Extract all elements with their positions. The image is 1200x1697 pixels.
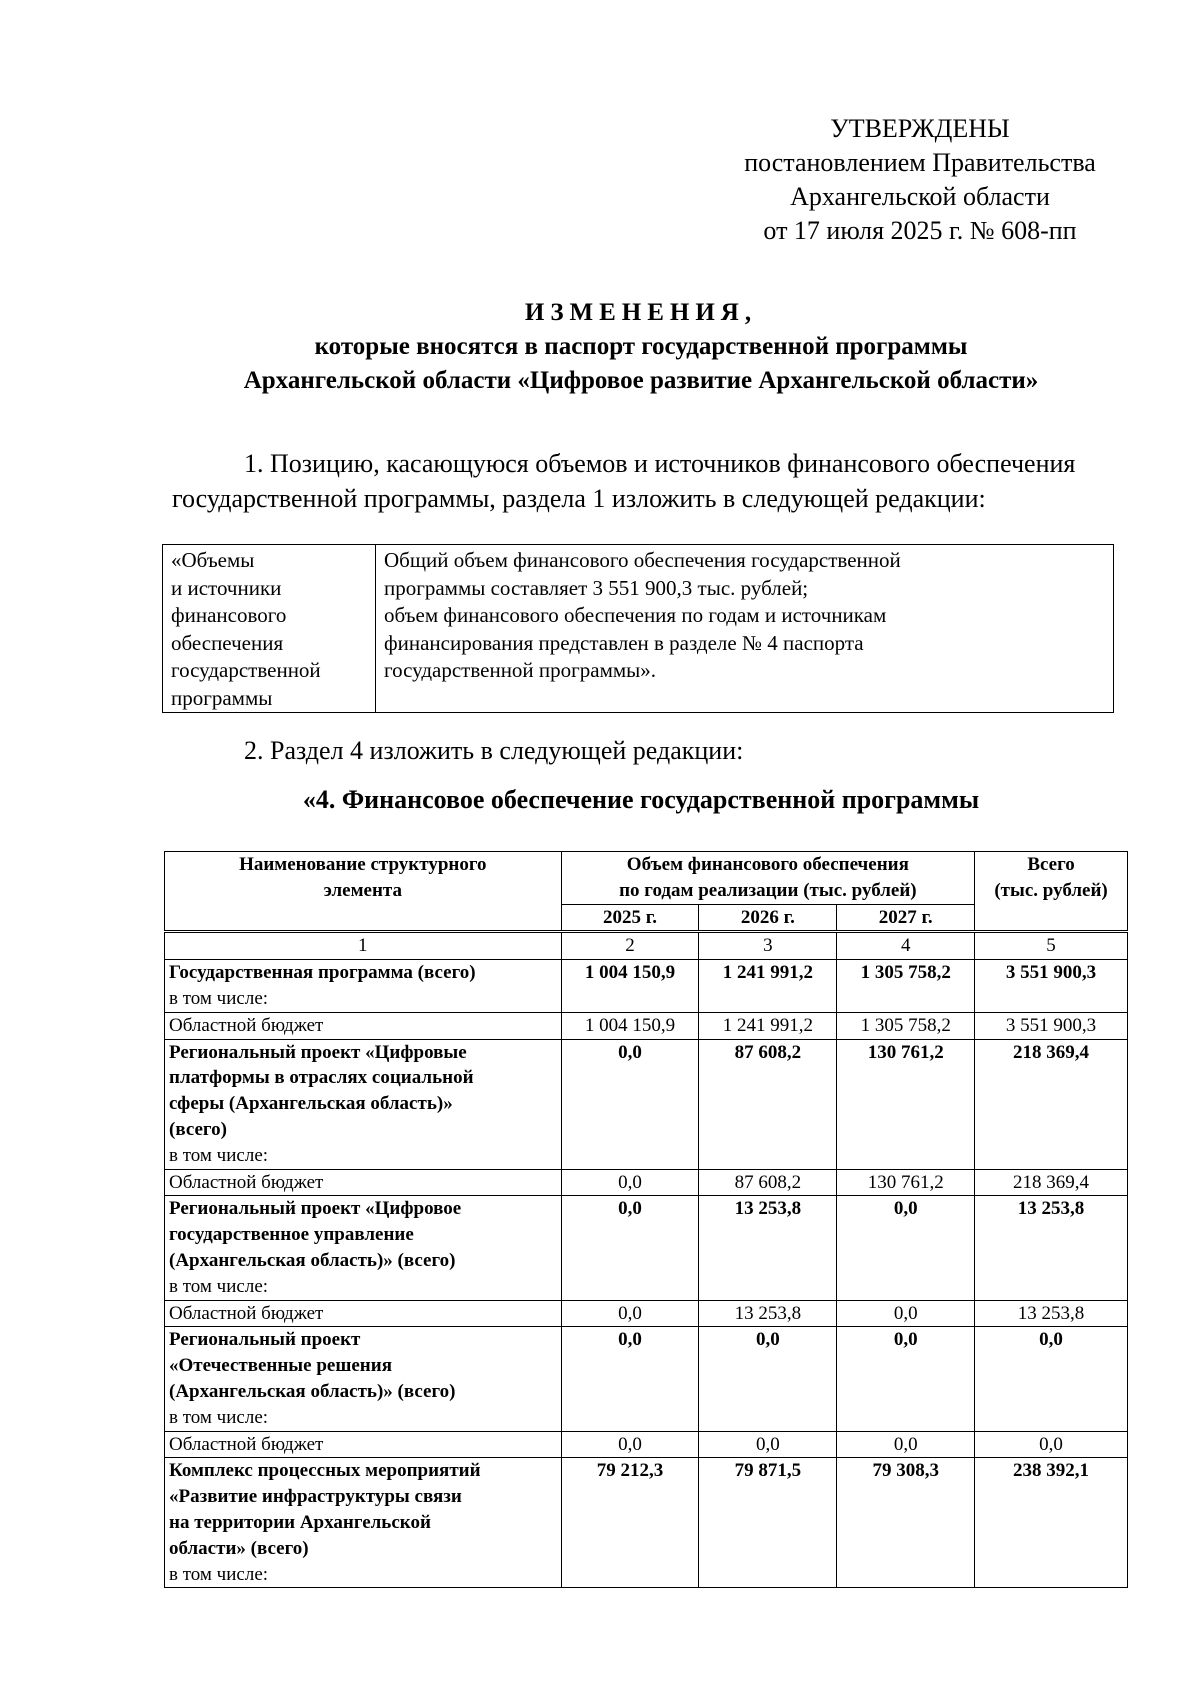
financing-table xyxy=(164,851,1128,1588)
value-cell: 0,0 xyxy=(561,1327,699,1431)
row-sub-label: в том числе: xyxy=(169,1144,269,1166)
column-number: 1 xyxy=(165,932,562,960)
table-row-budget xyxy=(165,1169,1128,1196)
row-sub-label: в том числе: xyxy=(169,987,269,1009)
text-line: Всего xyxy=(1027,854,1075,875)
header-volume-cell xyxy=(561,852,975,905)
table-row-total xyxy=(165,1458,1128,1588)
row-name-line: (Архангельская область)» (всего) xyxy=(169,1249,456,1271)
table-row-total xyxy=(165,1327,1128,1431)
value-cell: 0,0 xyxy=(837,1196,975,1300)
value-cell: 87 608,2 xyxy=(699,1039,837,1169)
row-name-line: платформы в отраслях социальной xyxy=(169,1067,474,1089)
row-name-line: Региональный проект «Цифровые xyxy=(169,1041,467,1063)
value-cell: 0,0 xyxy=(561,1196,699,1300)
row-name-cell xyxy=(165,1196,562,1300)
approval-line: постановлением Правительства xyxy=(744,148,1096,177)
column-number: 5 xyxy=(975,932,1128,960)
table-row-budget xyxy=(165,1300,1128,1327)
approval-line: Архангельской области xyxy=(790,182,1050,211)
row-name-line: государственное управление xyxy=(169,1224,414,1246)
value-cell: 13 253,8 xyxy=(699,1300,837,1327)
text-line: государственной программы». xyxy=(384,658,657,682)
row-sub-label: в том числе: xyxy=(169,1275,269,1297)
value-cell: 238 392,1 xyxy=(975,1458,1128,1588)
row-name-line: Региональный проект «Цифровое xyxy=(169,1198,462,1220)
text-line: программы xyxy=(171,685,273,710)
item-2-paragraph: 2. Раздел 4 изложить в следующей редакции: xyxy=(244,736,744,765)
row-name-line: (Архангельская область)» (всего) xyxy=(169,1380,456,1402)
passport-left-cell xyxy=(163,545,376,713)
value-cell: 0,0 xyxy=(837,1431,975,1458)
table-row-budget xyxy=(165,1431,1128,1458)
value-cell: 87 608,2 xyxy=(699,1169,837,1196)
header-year-cell: 2027 г. xyxy=(837,904,975,932)
value-cell: 79 308,3 xyxy=(837,1458,975,1588)
value-cell: 1 305 758,2 xyxy=(837,1012,975,1039)
approval-stamp xyxy=(720,112,1120,248)
value-cell: 0,0 xyxy=(837,1300,975,1327)
header-year-cell: 2026 г. xyxy=(699,904,837,932)
row-name-line: (всего) xyxy=(169,1118,227,1140)
column-number: 2 xyxy=(561,932,699,960)
row-name-cell xyxy=(165,1431,562,1458)
row-name-line: Областной бюджет xyxy=(169,1014,324,1036)
row-name-cell xyxy=(165,1327,562,1431)
text-line: обеспечения xyxy=(171,630,284,655)
row-sub-label: в том числе: xyxy=(169,1406,269,1428)
approval-heading: УТВЕРЖДЕНЫ xyxy=(830,114,1010,143)
text-line: объем финансового обеспечения по годам и источникам xyxy=(384,603,887,627)
row-name-line: «Развитие инфраструктуры связи xyxy=(169,1486,462,1508)
row-name-cell xyxy=(165,1300,562,1327)
value-cell: 1 305 758,2 xyxy=(837,960,975,1013)
header-total-cell xyxy=(975,852,1128,932)
row-name-line: Областной бюджет xyxy=(169,1171,324,1193)
value-cell: 0,0 xyxy=(699,1327,837,1431)
text-line: государственной xyxy=(171,658,321,682)
row-name-cell xyxy=(165,1039,562,1169)
value-cell: 218 369,4 xyxy=(975,1169,1128,1196)
row-name-cell xyxy=(165,1012,562,1039)
value-cell: 79 871,5 xyxy=(699,1458,837,1588)
text-line: Наименование структурного xyxy=(239,854,487,875)
table-row-total xyxy=(165,1039,1128,1169)
value-cell: 13 253,8 xyxy=(975,1196,1128,1300)
text-line: «Объемы xyxy=(171,548,255,572)
document-title xyxy=(150,296,1132,398)
value-cell: 130 761,2 xyxy=(837,1169,975,1196)
row-name-line: на территории Архангельской xyxy=(169,1511,431,1533)
passport-table xyxy=(162,544,1114,713)
text-line: программы составляет 3 551 900,3 тыс. рублей; xyxy=(384,575,809,600)
text-line: и источники xyxy=(171,575,282,600)
title-main: ИЗМЕНЕНИЯ, xyxy=(524,299,758,326)
value-cell: 0,0 xyxy=(837,1327,975,1431)
value-cell: 0,0 xyxy=(561,1431,699,1458)
header-year-cell: 2025 г. xyxy=(561,904,699,932)
value-cell: 0,0 xyxy=(561,1169,699,1196)
item-1-paragraph: 1. Позицию, касающуюся объемов и источников финансового обеспечения государственной программы, раздела 1 изложить в следующей редакции: xyxy=(172,449,1076,513)
value-cell: 130 761,2 xyxy=(837,1039,975,1169)
text-line: финансирования представлен в разделе № 4 паспорта xyxy=(384,630,864,655)
value-cell: 218 369,4 xyxy=(975,1039,1128,1169)
text-line: Общий объем финансового обеспечения государственной xyxy=(384,548,901,572)
value-cell: 0,0 xyxy=(561,1300,699,1327)
row-name-line: Государственная программа (всего) xyxy=(169,962,476,984)
column-number: 3 xyxy=(699,932,837,960)
row-name-line: Областной бюджет xyxy=(169,1433,324,1455)
approval-line: от 17 июля 2025 г. № 608-пп xyxy=(763,216,1077,245)
row-name-line: Региональный проект xyxy=(169,1329,361,1351)
value-cell: 0,0 xyxy=(699,1431,837,1458)
value-cell: 0,0 xyxy=(561,1039,699,1169)
row-name-line: сферы (Архангельская область)» xyxy=(169,1093,453,1115)
value-cell: 0,0 xyxy=(975,1327,1128,1431)
value-cell: 1 241 991,2 xyxy=(699,1012,837,1039)
row-sub-label: в том числе: xyxy=(169,1563,269,1585)
text-line: по годам реализации (тыс. рублей) xyxy=(619,879,917,901)
row-name-line: области» (всего) xyxy=(169,1537,309,1559)
section-heading: «4. Финансовое обеспечение государственной программы xyxy=(302,785,980,814)
table-row-total xyxy=(165,960,1128,1013)
value-cell: 3 551 900,3 xyxy=(975,960,1128,1013)
table-row-budget xyxy=(165,1012,1128,1039)
header-name-cell xyxy=(165,852,562,932)
row-name-line: «Отечественные решения xyxy=(169,1355,392,1377)
value-cell: 13 253,8 xyxy=(699,1196,837,1300)
text-line: (тыс. рублей) xyxy=(994,879,1108,901)
table-row-total xyxy=(165,1196,1128,1300)
text-line: элемента xyxy=(323,879,402,901)
value-cell: 1 004 150,9 xyxy=(561,1012,699,1039)
value-cell: 79 212,3 xyxy=(561,1458,699,1588)
financing-table-body xyxy=(165,932,1128,1588)
value-cell: 13 253,8 xyxy=(975,1300,1128,1327)
value-cell: 3 551 900,3 xyxy=(975,1012,1128,1039)
row-name-cell xyxy=(165,1458,562,1588)
title-line: которые вносятся в паспорт государственной программы xyxy=(314,333,968,360)
row-name-cell xyxy=(165,960,562,1013)
column-number: 4 xyxy=(837,932,975,960)
value-cell: 0,0 xyxy=(975,1431,1128,1458)
value-cell: 1 241 991,2 xyxy=(699,960,837,1013)
row-name-line: Областной бюджет xyxy=(169,1302,324,1324)
row-name-line: Комплекс процессных мероприятий xyxy=(169,1460,481,1482)
column-number-row xyxy=(165,932,1128,960)
row-name-cell xyxy=(165,1169,562,1196)
text-line: финансового xyxy=(171,603,287,627)
value-cell: 1 004 150,9 xyxy=(561,960,699,1013)
passport-right-cell xyxy=(376,545,1114,713)
title-line: Архангельской области «Цифровое развитие Архангельской области» xyxy=(243,367,1039,394)
text-line: Объем финансового обеспечения xyxy=(626,854,909,875)
